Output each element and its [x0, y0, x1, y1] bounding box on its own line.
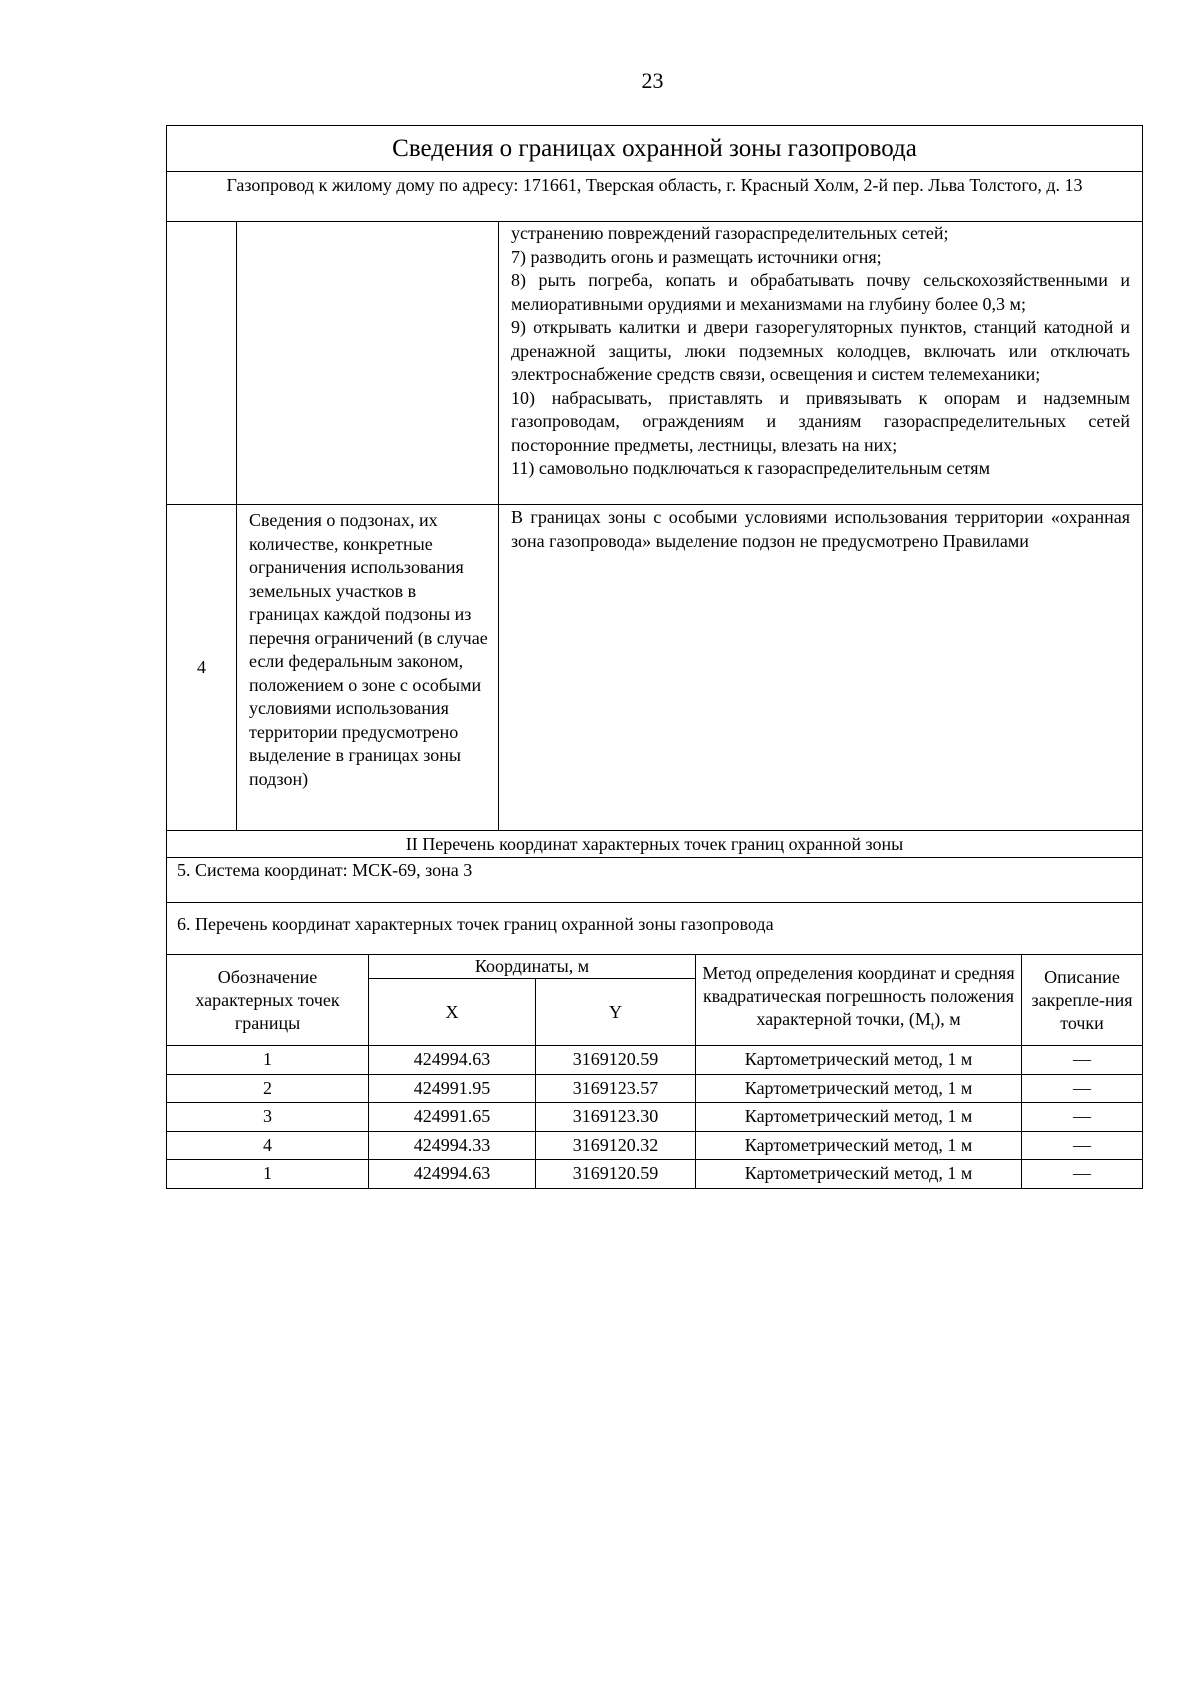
- zone-info-form: [166, 125, 1142, 1189]
- header-x: X: [369, 979, 536, 1046]
- row3-label-cell: [237, 222, 499, 505]
- coord-x: 424994.63: [369, 1046, 536, 1075]
- coordinate-system: 5. Система координат: МСК-69, зона 3: [167, 858, 1143, 903]
- coordinate-list-title: 6. Перечень координат характерных точек границ охранной зоны газопровода: [167, 903, 1143, 955]
- method: Картометрический метод, 1 м: [696, 1131, 1022, 1160]
- point-description: —: [1022, 1046, 1143, 1075]
- point-number: 3: [167, 1103, 369, 1132]
- header-coordinates: Координаты, м: [369, 955, 696, 979]
- method: Картометрический метод, 1 м: [696, 1046, 1022, 1075]
- coord-y: 3169120.32: [536, 1131, 696, 1160]
- row4-label: Сведения о подзонах, их количестве, конкретные ограничения использования земельных участков в границах каждой подзоны из перечня ограничений (в случае если федеральным законом, положением о зоне с особыми условиями использования территории предусмотрено выделение в границах зоны подзон): [237, 505, 499, 831]
- page-number: 23: [641, 68, 664, 93]
- point-description: —: [1022, 1103, 1143, 1132]
- method: Картометрический метод, 1 м: [696, 1160, 1022, 1189]
- coordinates-table: [166, 954, 1143, 1189]
- restriction-item: 9) открывать калитки и двери газорегуляторных пунктов, станций катодной и дренажной защиты, люки подземных колодцев, включать или отключать электроснабжение средств связи, освещения и систем телемеханики;: [511, 317, 1131, 384]
- restriction-item: 11) самовольно подключаться к газораспределительным сетям: [511, 458, 990, 478]
- coord-y: 3169123.30: [536, 1103, 696, 1132]
- section2-title: II Перечень координат характерных точек границ охранной зоны: [167, 831, 1143, 858]
- restriction-item: 10) набрасывать, приставлять и привязывать к опорам и надземным газопроводам, ограждениям и зданиям газораспределительных сетей посторонние предметы, лестницы, влезать на них;: [511, 387, 1131, 455]
- table-row: [167, 1160, 1143, 1189]
- point-description: —: [1022, 1131, 1143, 1160]
- restrictions-list: [499, 222, 1143, 505]
- point-description: —: [1022, 1074, 1143, 1103]
- zone-info-table: [166, 125, 1143, 954]
- header-point: Обозначение характерных точек границы: [167, 955, 369, 1046]
- table-row: [167, 1131, 1143, 1160]
- point-description: —: [1022, 1160, 1143, 1189]
- point-number: 2: [167, 1074, 369, 1103]
- table-row: [167, 1074, 1143, 1103]
- coord-x: 424991.95: [369, 1074, 536, 1103]
- restriction-item: 7) разводить огонь и размещать источники огня;: [511, 246, 882, 267]
- point-number: 1: [167, 1160, 369, 1189]
- row4-value: В границах зоны с особыми условиями использования территории «охранная зона газопровода» выделение подзон не предусмотрено Правилами: [499, 505, 1143, 831]
- header-method: Метод определения координат и средняя квадратическая погрешность положения характерной точки, $(M_t)$, м: [696, 955, 1022, 1046]
- object-address: Газопровод к жилому дому по адресу: 171661, Тверская область, г. Красный Холм, 2-й пер. Льва Толстого, д. 13: [167, 172, 1143, 222]
- point-number: 1: [167, 1046, 369, 1075]
- method: Картометрический метод, 1 м: [696, 1074, 1022, 1103]
- point-number: 4: [167, 1131, 369, 1160]
- coord-y: 3169123.57: [536, 1074, 696, 1103]
- coord-y: 3169120.59: [536, 1160, 696, 1189]
- restriction-item: 8) рыть погреба, копать и обрабатывать почву сельскохозяйственными и мелиоративными орудиями и механизмами на глубину более 0,3 м;: [511, 270, 1131, 314]
- coord-x: 424991.65: [369, 1103, 536, 1132]
- method: Картометрический метод, 1 м: [696, 1103, 1022, 1132]
- coord-x: 424994.63: [369, 1160, 536, 1189]
- row3-number-cell: [167, 222, 237, 505]
- row4-number: 4: [167, 505, 237, 831]
- header-description: Описание закрепле-ния точки: [1022, 955, 1143, 1046]
- header-y: Y: [536, 979, 696, 1046]
- coord-y: 3169120.59: [536, 1046, 696, 1075]
- document-title: Сведения о границах охранной зоны газопровода: [167, 126, 1143, 172]
- table-row: [167, 1103, 1143, 1132]
- table-row: [167, 1046, 1143, 1075]
- restriction-item: устранению повреждений газораспределительных сетей;: [511, 223, 949, 243]
- coord-x: 424994.33: [369, 1131, 536, 1160]
